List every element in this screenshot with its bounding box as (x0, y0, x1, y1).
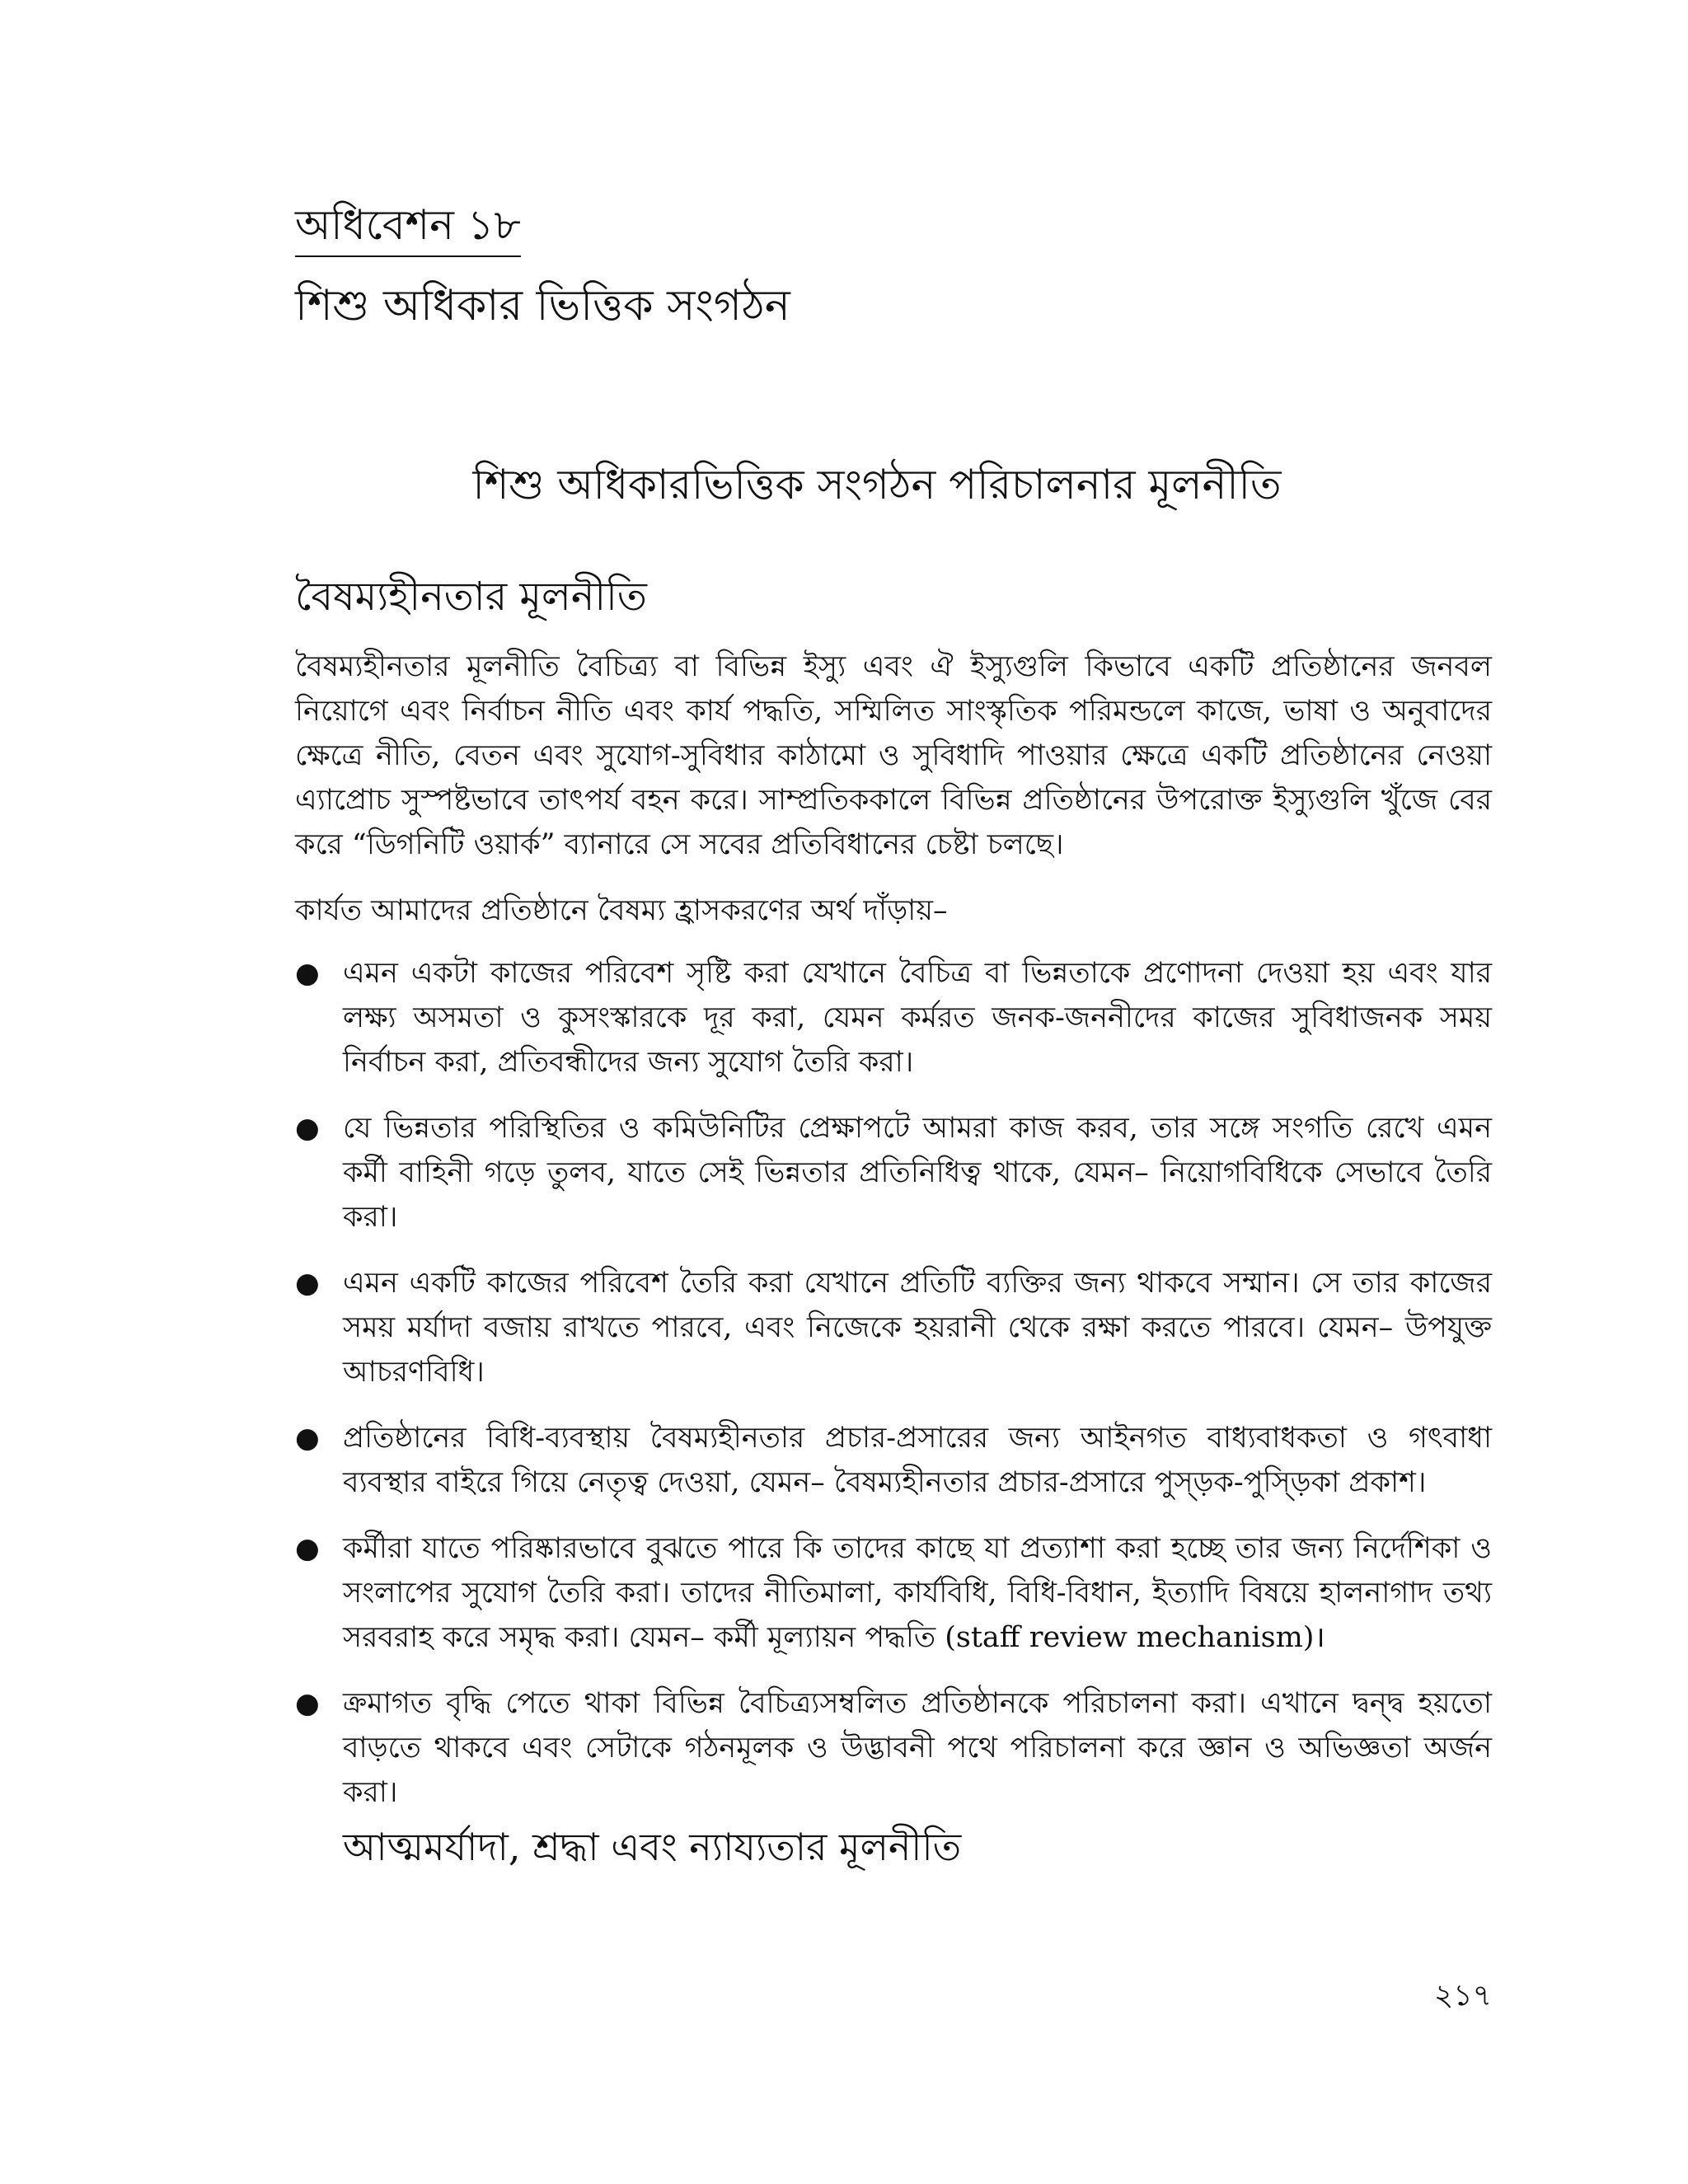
list-item (295, 1416, 1492, 1505)
session-label: অধিবেশন ১৮ (295, 198, 521, 257)
list-item-text: যে ভিন্নতার পরিস্থিতির ও কমিউনিটির প্রেক্ষাপটে আমরা কাজ করব, তার সঙ্গে সংগতি রেখে এমন কর্মী বাহিনী গড়ে তুলব, যাতে সেই ভিন্নতার প্রতিনিধিত্ব থাকে, যেমন– নিয়োগবিধিকে সেভাবে তৈরি করা। (343, 1112, 1492, 1234)
list-item (295, 1261, 1492, 1394)
bullet-icon: ● (295, 1267, 320, 1300)
body-paragraph: বৈষম্যহীনতার মূলনীতি বৈচিত্র্য বা বিভিন্ন ইস্যু এবং ঐ ইস্যুগুলি কিভাবে একটি প্রতিষ্ঠানের জনবল নিয়োগে এবং নির্বাচন নীতি এবং কার্য পদ্ধতি, সম্মিলিত সাংস্কৃতিক পরিমন্ডলে কাজে, ভাষা ও অনুবাদের ক্ষেত্রে নীতি, বেতন এবং সুযোগ-সুবিধার কাঠামো ও সুবিধাদি পাওয়ার ক্ষেত্রে একটি প্রতিষ্ঠানের নেওয়া এ্যাপ্রোচ সুস্পষ্টভাবে তাৎপর্য বহন করে। সাম্প্রতিককালে বিভিন্ন প্রতিষ্ঠানের উপরোক্ত ইস্যুগুলি খুঁজে বের করে “ডিগনিটি ওয়ার্ক” ব্যানারে সে সবের প্রতিবিধানের চেষ্টা চলছে। (295, 650, 1492, 861)
list-item (295, 1526, 1492, 1660)
bullet-icon: ● (295, 957, 320, 990)
list-item (295, 1106, 1492, 1240)
list-item (295, 951, 1492, 1085)
list-item-text: প্রতিষ্ঠানের বিধি-ব্যবস্থায় বৈষম্যহীনতার প্রচার-প্রসারের জন্য আইনগত বাধ্যবাধকতা ও গৎবাধা ব্যবস্থার বাইরে গিয়ে নেতৃত্ব দেওয়া, যেমন– বৈষম্যহীনতার প্রচার-প্রসারে পুস্ড়ক-পুস্ড়িকা প্রকাশ। (343, 1422, 1492, 1499)
list-intro: কার্যত আমাদের প্রতিষ্ঠানে বৈষম্য হ্রাসকরণের অর্থ দাঁড়ায়– (295, 894, 948, 927)
list-item-text: এমন একটি কাজের পরিবেশ তৈরি করা যেখানে প্রতিটি ব্যক্তির জন্য থাকবে সম্মান। সে তার কাজের সময় মর্যাদা বজায় রাখতে পারবে, এবং নিজেকে হয়রানী থেকে রক্ষা করতে পারবে। যেমন– উপযুক্ত আচরণবিধি। (343, 1267, 1492, 1389)
body-content (295, 644, 1492, 1872)
section-title: শিশু অধিকারভিত্তিক সংগঠন পরিচালনার মূলনীতি (472, 461, 1282, 509)
bullet-icon: ● (295, 1422, 320, 1455)
next-subsection-title: আত্মমর্যাদা, শ্রদ্ধা এবং ন্যায্যতার মূলনীতি (343, 1825, 962, 1869)
list-item-text: এমন একটা কাজের পরিবেশ সৃষ্টি করা যেখানে বৈচিত্র বা ভিন্নতাকে প্রণোদনা দেওয়া হয় এবং যার লক্ষ্য অসমতা ও কুসংস্কারকে দূর করা, যেমন কর্মরত জনক-জননীদের কাজের সুবিধাজনক সময় নির্বাচন করা, প্রতিবন্ধীদের জন্য সুযোগ তৈরি করা। (343, 957, 1492, 1079)
bullet-list (295, 951, 1492, 1815)
subsection-title: বৈষম্যহীনতার মূলনীতি (295, 574, 647, 620)
list-item (295, 1681, 1492, 1815)
page-number: ২১৭ (1433, 1979, 1492, 2013)
chapter-title: শিশু অধিকার ভিত্তিক সংগঠন (295, 281, 790, 330)
bullet-icon: ● (295, 1532, 320, 1565)
bullet-icon: ● (295, 1687, 320, 1720)
bullet-icon: ● (295, 1112, 320, 1145)
list-item-text: কর্মীরা যাতে পরিষ্কারভাবে বুঝতে পারে কি তাদের কাছে যা প্রত্যাশা করা হচ্ছে তার জন্য নির্দেশিকা ও সংলাপের সুযোগ তৈরি করা। তাদের নীতিমালা, কার্যবিধি, বিধি-বিধান, ইত্যাদি বিষয়ে হালনাগাদ তথ্য সরবরাহ করে সমৃদ্ধ করা। যেমন– কর্মী মূল্যায়ন পদ্ধতি (staff review mechanism)। (343, 1532, 1492, 1654)
list-item-text: ক্রমাগত বৃদ্ধি পেতে থাকা বিভিন্ন বৈচিত্র্যসম্বলিত প্রতিষ্ঠানকে পরিচালনা করা। এখানে দ্বন্দ্ব হয়তো বাড়তে থাকবে এবং সেটাকে গঠনমূলক ও উদ্ভাবনী পথে পরিচালনা করে জ্ঞান ও অভিজ্ঞতা অর্জন করা। (343, 1687, 1492, 1809)
